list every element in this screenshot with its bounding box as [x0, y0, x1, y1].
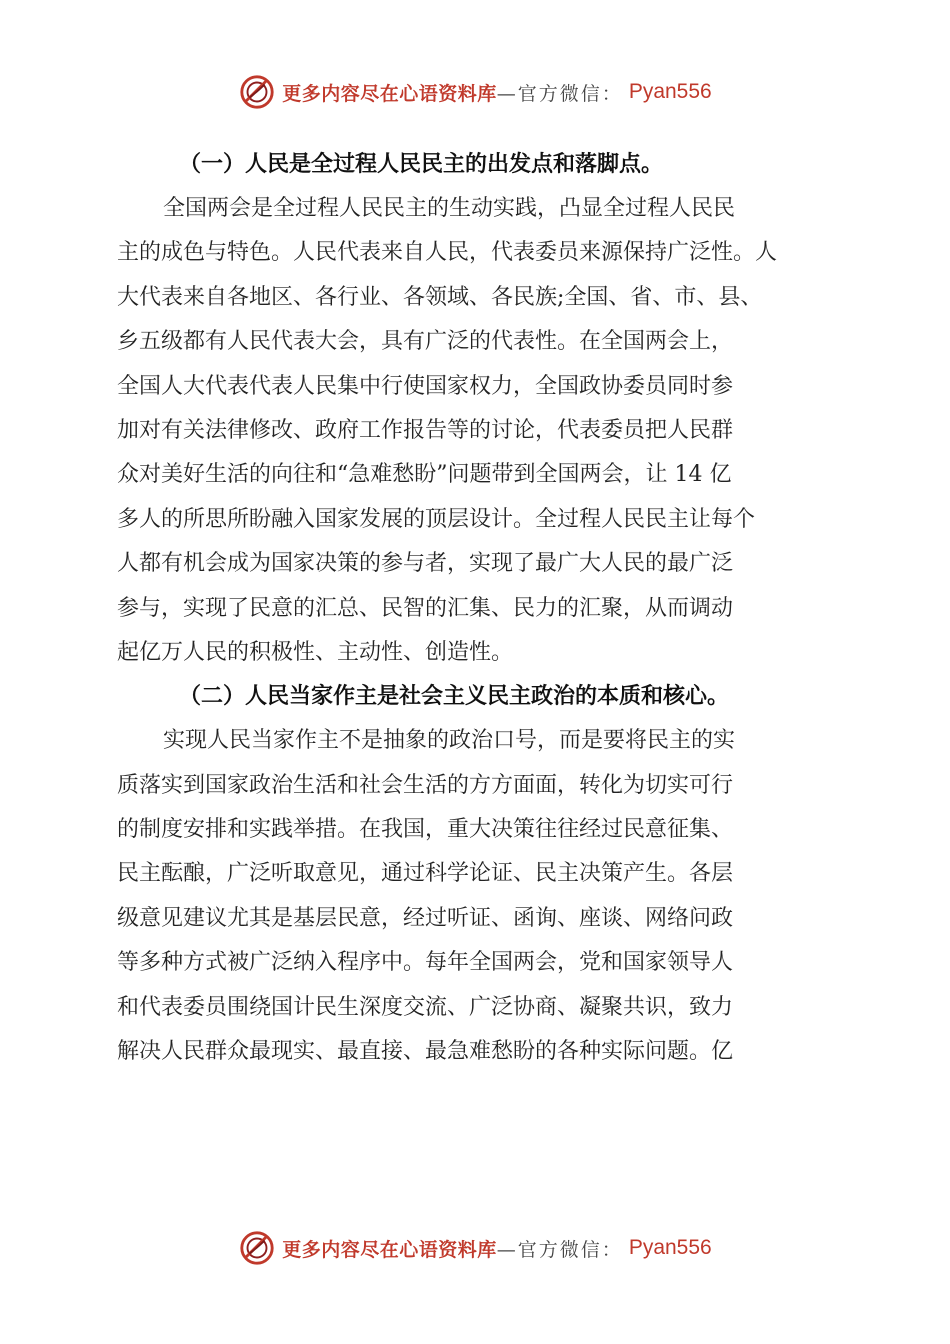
text-line: 加对有关法律修改、政府工作报告等的讨论，代表委员把人民群: [117, 417, 734, 443]
text-line: 起亿万人民的积极性、主动性、创造性。: [117, 639, 514, 665]
paragraph: [117, 187, 857, 675]
text-line: 等多种方式被广泛纳入程序中。每年全国两会，党和国家领导人: [117, 950, 734, 976]
banner-wechat-id: Pyan556: [628, 80, 712, 103]
text-line: 众对美好生活的向往和“急难愁盼”问题带到全国两会，让 14 亿: [117, 462, 732, 488]
text-line: 民主酝酿，广泛听取意见，通过科学论证、民主决策产生。各层: [117, 861, 734, 887]
text-line: 的制度安排和实践举措。在我国，重大决策往往经过民意征集、: [117, 817, 734, 843]
section-heading: （二）人民当家作主是社会主义民主政治的本质和核心。: [179, 684, 730, 710]
text-line: 乡五级都有人民代表大会，具有广泛的代表性。在全国两会上，: [117, 329, 734, 355]
section-heading: （一）人民是全过程人民民主的出发点和落脚点。: [179, 152, 664, 177]
banner-main-text: 更多内容尽在心语资料库: [282, 82, 497, 105]
text-line: 和代表委员围绕国计民生深度交流、广泛协商、凝聚共识，致力: [117, 994, 734, 1020]
footer-banner: [0, 1228, 950, 1268]
text-line: 解决人民群众最现实、最直接、最急难愁盼的各种实际问题。亿: [117, 1039, 734, 1065]
logo-icon: [238, 73, 276, 111]
text-line: 全国两会是全过程人民民主的生动实践，凸显全过程人民民: [163, 196, 736, 221]
text-line: 多人的所思所盼融入国家发展的顶层设计。全过程人民民主让每个: [117, 506, 756, 532]
banner-wechat-id: Pyan556: [628, 1236, 712, 1259]
text-line: 实现人民当家作主不是抽象的政治口号，而是要将民主的实: [163, 728, 736, 754]
logo-icon: [238, 1229, 276, 1267]
text-line: 大代表来自各地区、各行业、各领域、各民族;全国、省、市、县、: [117, 284, 763, 310]
banner-wechat-label: —官方微信：: [496, 1238, 623, 1261]
banner-wechat-label: —官方微信：: [496, 82, 623, 105]
text-line: 质落实到国家政治生活和社会生活的方方面面，转化为切实可行: [117, 772, 734, 798]
text-line: 主的成色与特色。人民代表来自人民，代表委员来源保持广泛性。人: [117, 240, 778, 266]
text-line: 参与，实现了民意的汇总、民智的汇集、民力的汇聚，从而调动: [117, 595, 734, 621]
text-line: 全国人大代表代表人民集中行使国家权力，全国政协委员同时参: [117, 373, 734, 399]
banner-main-text: 更多内容尽在心语资料库: [282, 1238, 497, 1261]
header-banner: [0, 72, 950, 112]
text-line: 人都有机会成为国家决策的参与者，实现了最广大人民的最广泛: [117, 551, 734, 577]
paragraph: [117, 719, 857, 1074]
text-line: 级意见建议尤其是基层民意，经过听证、函询、座谈、网络问政: [117, 905, 734, 931]
document-body: [117, 143, 857, 1074]
